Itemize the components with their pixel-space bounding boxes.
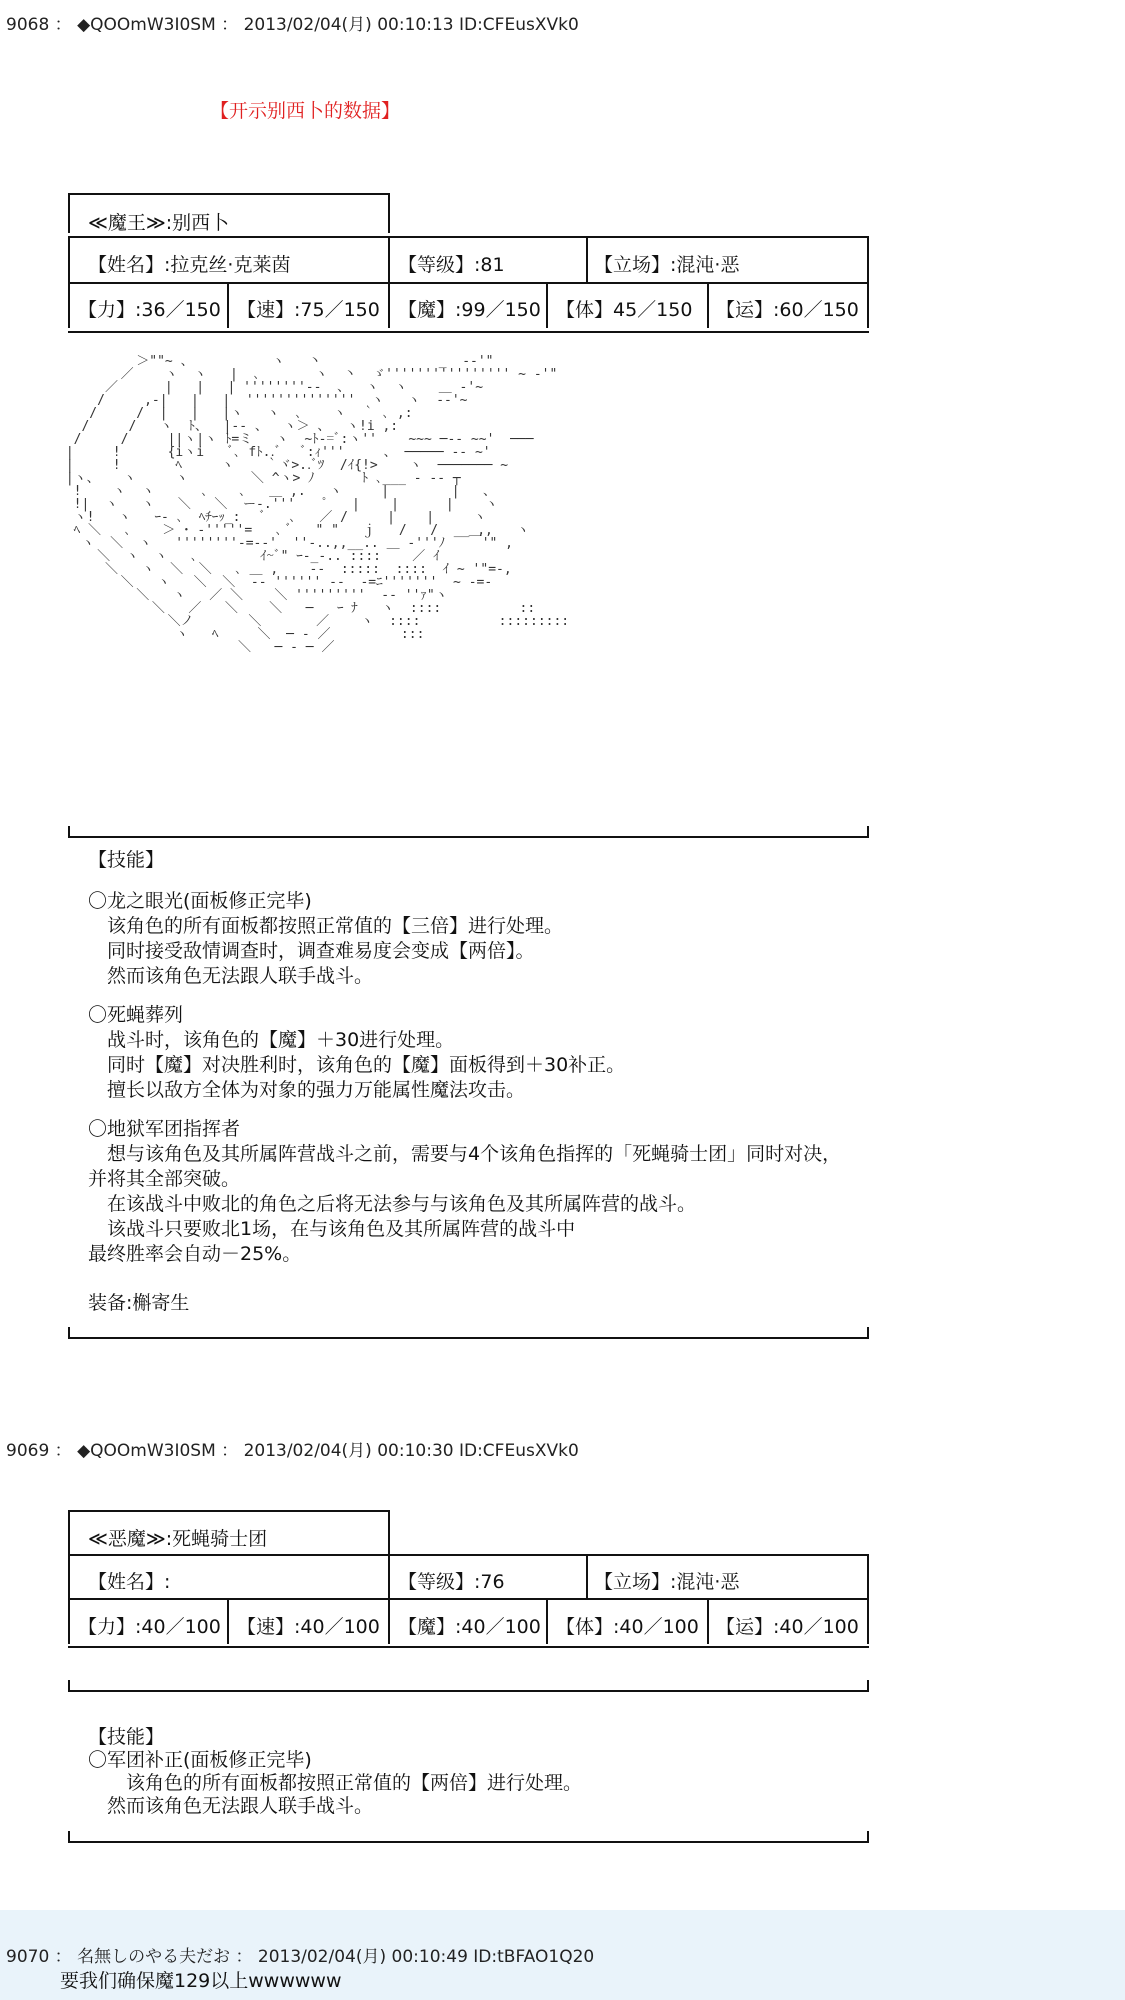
divider <box>388 1554 390 1598</box>
divider <box>68 1646 869 1648</box>
divider <box>707 282 709 328</box>
divider <box>867 826 869 838</box>
divider <box>68 236 869 238</box>
skill-line: 该战斗只要败北1场，在与该角色及其所属阵营的战斗中 <box>88 1218 576 1240</box>
divider <box>867 1680 869 1692</box>
divider <box>68 236 70 282</box>
divider <box>388 193 390 233</box>
divider <box>68 1327 70 1339</box>
divider <box>68 1598 869 1600</box>
divider <box>227 282 229 328</box>
divider <box>388 236 390 282</box>
stat-body: 【体】45／150 <box>556 299 693 321</box>
skill-line: 该角色的所有面板都按照正常值的【两倍】进行处理。 <box>88 1772 583 1794</box>
reply-body: 要我们确保魔129以上wwwwww <box>60 1970 342 1992</box>
stat-magic: 【魔】:40／100 <box>398 1616 541 1638</box>
divider <box>68 826 70 838</box>
skill-line: 〇龙之眼光(面板修正完毕) <box>88 890 312 912</box>
announce-title: 【开示别西卜的数据】 <box>210 100 401 122</box>
character-title: ≪恶魔≫:死蝇骑士团 <box>88 1528 268 1550</box>
divider <box>707 1598 709 1644</box>
divider <box>546 1598 548 1644</box>
character-title: ≪魔王≫:别西卜 <box>88 212 230 234</box>
divider <box>227 1598 229 1644</box>
skill-line: 想与该角色及其所属阵营战斗之前，需要与4个该角色指挥的「死蝇骑士团」同时对决， <box>88 1143 842 1165</box>
skill-line: 然而该角色无法跟人联手战斗。 <box>88 1795 374 1817</box>
divider <box>68 1680 70 1692</box>
level-field: 【等级】:76 <box>398 1571 505 1593</box>
skill-line: 该角色的所有面板都按照正常值的【三倍】进行处理。 <box>88 915 564 937</box>
divider <box>388 1510 390 1554</box>
stat-strength: 【力】:36／150 <box>78 299 221 321</box>
post-header-9070: 9070 ： 名無しのやる夫だお ： 2013/02/04(月) 00:10:49 ID:tBFAO1Q20 <box>6 1947 595 1967</box>
divider <box>388 1598 390 1644</box>
name-field: 【姓名】: <box>88 1571 171 1593</box>
divider <box>867 1327 869 1339</box>
divider <box>68 331 869 333</box>
skill-line: 在该战斗中败北的角色之后将无法参与与该角色及其所属阵营的战斗。 <box>88 1193 697 1215</box>
divider <box>867 1598 869 1644</box>
divider <box>68 1554 70 1598</box>
skill-line: 战斗时，该角色的【魔】＋30进行处理。 <box>88 1029 455 1051</box>
skill-line: 〇死蝇葬列 <box>88 1004 184 1026</box>
stance-field: 【立场】:混沌·恶 <box>594 1571 740 1593</box>
skills-title: 【技能】 <box>88 849 165 871</box>
post-header-9069: 9069 ： ◆QOOmW3I0SM ： 2013/02/04(月) 00:10:30 ID:CFEusXVk0 <box>6 1441 579 1461</box>
divider <box>68 1598 70 1644</box>
divider <box>68 1831 70 1843</box>
stat-body: 【体】:40／100 <box>556 1616 699 1638</box>
stat-speed: 【速】:40／100 <box>237 1616 380 1638</box>
divider <box>68 282 70 328</box>
stance-field: 【立场】:混沌·恶 <box>594 254 740 276</box>
divider <box>68 1510 390 1512</box>
stat-speed: 【速】:75／150 <box>237 299 380 321</box>
ascii-art-portrait: ＞""~ 、 ヽ 丶 _ -‐'" ／ ヽ ヽ | ､ ヽ 丶 ゞ'''''''''''''''' ~ ‐'" ／ | | | ''''''''‐- 、 ヽ ヽ ＿ ‐'~ / ,-| | | '''''''''''''' ヽ ヽ -‐'~ / / | | |ヽ ヽ ､ ヽ ｀ ､ ,: / / ヽ ﾄ、 |-‐ 、 ヽ＞ 、 ヽ!i ,: / / ||ヽ|ヽ ﾄ=ミ ヽ ~ﾄ-=ﾞ:ヽ'' ~~~ ─-- ~~' ─── | ! {iヽi ﾞ､ fﾄ..ﾞ ﾞ:ｨ''' 、 ───── -- ~' | ! ﾍ ヽ ｀ヾ>..ﾞﾂ /ｲ{!> ヽ ─────── ~ |ヽ、 ヽ ヽ ＼ ^ヽ> ﾉ ﾄ ､___ ‐ -- ┬ ! ヽ ヽ ､ ､ ＿ ,. ヽ | | 、 !| ヽ ヽ ＼ ＼ ー-.''' ﾟ | | | ヽ ヽ! ヽ ｰ‐ ､ ﾍﾁｰｯ_: ﾞ ､ ／ / | | ヽ ﾍ ＼ ､ ＞ ･ ‐'''''= ､ ﾞ " " ｊ / / __ ,, ヽ ヽ ＼ ヽ ''''''''‐=-‐' ''-..,,__.. ＿ -'''ﾉ ￣'" , ＼ ヽ ヽ ､ ｲ~ﾞ" ｰ-_-.. :::: ／ ｲ ＼ ヽ ＼ ＼ ､ ＿ , -‐ ::::: :::: ｲ ~ '"=-, ＼ ヽ ＼ ＼ -‐ '''''' ‐- -=ﾆ''''''' ~ -=‐ ＼ ヽ ／ ＼ ＼ ''''''''' -‐ ''ｧ"ヽ ＼ ／ ＼ ＼ ─ ｰ ﾅ ヽ :::: :: ＼ノ ＼ ／ ヽ :::: ::::::::: ヽ ﾍ ＼ ─ ‐ ／ ::: ＼ ─ ‐ ─ ／ <box>65 355 570 655</box>
skill-line: 然而该角色无法跟人联手战斗。 <box>88 965 374 987</box>
name-field: 【姓名】:拉克丝·克莱茵 <box>88 254 291 276</box>
divider <box>68 836 869 838</box>
equipment: 装备:槲寄生 <box>88 1292 190 1314</box>
divider <box>867 1554 869 1598</box>
stat-luck: 【运】:60／150 <box>716 299 859 321</box>
stat-luck: 【运】:40／100 <box>716 1616 859 1638</box>
divider <box>68 1337 869 1339</box>
divider <box>867 1831 869 1843</box>
divider <box>867 282 869 328</box>
post-header-9068: 9068 ： ◆QOOmW3I0SM ： 2013/02/04(月) 00:10:13 ID:CFEusXVk0 <box>6 15 579 35</box>
divider <box>867 236 869 282</box>
divider <box>68 193 70 233</box>
skill-line: 同时接受敌情调查时，调查难易度会变成【两倍】。 <box>88 940 535 962</box>
divider <box>388 282 390 328</box>
skills-title: 【技能】 <box>88 1726 165 1748</box>
level-field: 【等级】:81 <box>398 254 505 276</box>
skill-line: 〇地狱军团指挥者 <box>88 1118 241 1140</box>
stat-strength: 【力】:40／100 <box>78 1616 221 1638</box>
skill-line: 最终胜率会自动－25%。 <box>88 1243 302 1265</box>
skill-line: 同时【魔】对决胜利时，该角色的【魔】面板得到＋30补正。 <box>88 1054 626 1076</box>
divider <box>586 1554 588 1598</box>
divider <box>68 1554 869 1556</box>
divider <box>68 1510 70 1554</box>
divider <box>586 236 588 282</box>
divider <box>68 1690 869 1692</box>
divider <box>546 282 548 328</box>
stat-magic: 【魔】:99／150 <box>398 299 541 321</box>
divider <box>68 193 390 195</box>
skill-line: 〇军团补正(面板修正完毕) <box>88 1749 312 1771</box>
skill-line: 并将其全部突破。 <box>88 1168 241 1190</box>
divider <box>68 282 869 284</box>
divider <box>68 1841 869 1843</box>
skill-line: 擅长以敌方全体为对象的强力万能属性魔法攻击。 <box>88 1079 526 1101</box>
